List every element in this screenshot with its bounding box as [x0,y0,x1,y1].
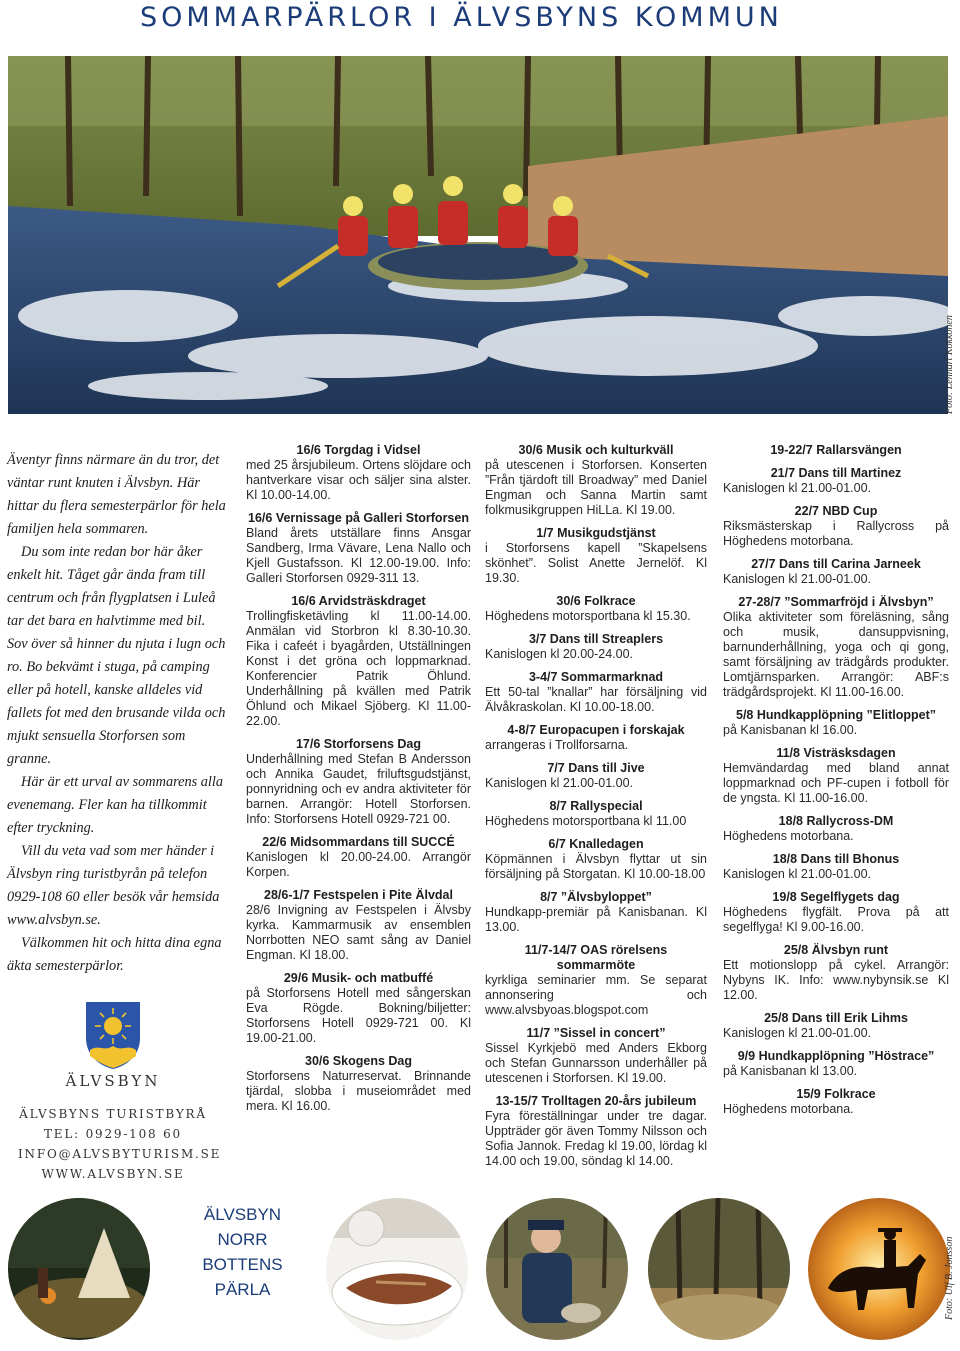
event-description: Kanislogen kl 20.00-24.00. Arrangör Korpen. [246,850,471,879]
events-column-2 [485,443,707,1177]
slogan [180,1202,305,1332]
event-item [485,594,707,624]
event-heading: 25/8 Dans till Erik Lihms [764,1011,908,1025]
event-item [485,443,707,518]
event-heading: 30/6 Folkrace [556,594,636,608]
tipi-photo-icon [8,1198,150,1340]
tourist-office-name: ÄLVSBYNS TURISTBYRÅ [19,1107,207,1121]
event-heading: 11/7-14/7 OAS rörelsens sommarmöte [524,943,668,972]
intro-paragraph: Välkommen hit och hitta dina egna äkta semesterpärlor. [7,935,222,974]
events-column-3 [723,443,949,1125]
slogan-line: ÄLVSBYN [203,1205,282,1224]
event-heading: 27/7 Dans till Carina Jarneek [751,557,921,571]
event-description: Riksmästerskap i Rallycross på Höghedens motorbana. [723,519,949,548]
intro-paragraph: Äventyr finns närmare än du tror, det väntar runt knuten i Älvsbyn. Här hittar du flera semesterpärlor för hela familjen hela sommaren. [7,452,226,537]
event-description: Fyra föreställningar under tre dagar. Uppträder gör även Tommy Nilsson och Sofia Jannok. Fredag kl 19.00, lördag kl 14.00 och 19.00, söndag kl 14.00. [485,1109,707,1168]
event-description: på Kanisbanan kl 13.00. [723,1064,858,1078]
event-item [723,595,949,700]
event-heading: 18/8 Rallycross-DM [778,814,894,828]
event-item [485,799,707,829]
event-item [723,1011,949,1041]
event-description: Storforsens Naturreservat. Brinnande tjärdal, slobba i museiområdet med mera. Kl 16.00. [246,1069,471,1113]
event-heading: 22/7 NBD Cup [794,504,878,518]
event-description: på Kanisbanan kl 16.00. [723,723,858,737]
event-heading: 18/8 Dans till Bhonus [772,852,900,866]
phone-number[interactable]: TEL: 0929-108 60 [44,1127,182,1141]
event-description: Kanislogen kl 20.00-24.00. [485,647,634,661]
event-item [723,943,949,1003]
event-description: på utescenen i Storforsen. Konserten ”Från tjärdoft till Broadway” med Daniel Engman och Sanna Martin samt folkmusikgruppen HiLLa. Kl 19.00. [485,458,707,517]
event-item [246,971,471,1046]
slogan-line: BOTTENS [202,1255,283,1274]
event-heading: 3/7 Dans till Streaplers [528,632,664,646]
event-description: Kanislogen kl 21.00-01.00. [723,481,872,495]
hero-photo-credit: Foto: Lennart Kokkonen [944,315,955,414]
event-heading: 13-15/7 Trolltagen 20-års jubileum [495,1094,697,1108]
event-item [723,504,949,549]
event-item [723,852,949,882]
event-heading: 16/6 Vernissage på Galleri Storforsen [248,511,469,525]
bottom-photo-credit: Foto: Ulf B. Jonsson [944,1236,955,1320]
intro-paragraph: Vill du veta vad som mer händer i Älvsbyn ring turistbyrån på telefon 0929-108 60 eller besök vår hemsida www.alvsbyn.se. [7,843,220,928]
event-description: Höghedens motorsportbana kl 15.30. [485,609,691,623]
event-heading: 27-28/7 ”Sommarfröjd i Älvsbyn” [738,595,934,609]
event-description: Hemvändardag med bland annat loppmarknad och PF-cupen i fotboll för de yngsta. Kl 11.00-16.00. [723,761,949,805]
event-item [485,526,707,586]
hero-photo [8,56,948,414]
event-description: kyrkliga seminarier mm. Se separat annonsering och www.alvsbyoas.blogspot.com [485,973,707,1017]
event-item [246,835,471,880]
event-description: Ett 50-tal ”knallar” har försäljning vid Älvåkraskolan. Kl 10.00-18.00. [485,685,707,714]
event-description: med 25 årsjubileum. Ortens slöjdare och hantverkare visar och säljer sina alster. Kl 10.00-14.00. [246,458,471,502]
event-heading: 19/8 Segelflygets dag [772,890,900,904]
forest-photo-icon [648,1198,790,1340]
event-heading: 6/7 Knalledagen [548,837,644,851]
event-heading: 30/6 Musik och kulturkväll [518,443,674,457]
event-item [723,466,949,496]
event-description: på Storforsens Hotell med sångerskan Eva Rögde. Bokning/biljetter: Storforsens Hotell 0929-721 00. Kl 19.00-21.00. [246,986,471,1045]
event-heading: 11/8 Visträsksdagen [776,746,896,760]
event-item [485,761,707,791]
events-column-1 [246,443,471,1122]
event-heading: 5/8 Hundkapplöpning ”Elitloppet” [736,708,936,722]
event-heading: 17/6 Storforsens Dag [295,737,422,751]
event-description: Underhållning med Stefan B Andersson och Annika Gaudet, friluftsgudstjänst, ponnyridning och ev andra aktiviteter för barnen. Arrangör: Hotell Storforsen. Info: Storforsens Hotell 0929-721 00. [246,752,471,826]
event-description: arrangeras i Trollforsarna. [485,738,629,752]
event-description: Kanislogen kl 21.00-01.00. [723,572,872,586]
event-item [246,443,471,503]
event-heading: 3-4/7 Sommarmarknad [528,670,664,684]
alvsbyn-crest-icon [84,1000,142,1070]
email-address[interactable]: INFO@ALVSBYTURISM.SE [18,1147,222,1161]
page-title: SOMMARPÄRLOR I ÄLVSBYNS KOMMUN [140,2,783,33]
event-heading: 8/7 ”Älvsbyloppet” [540,890,652,904]
event-description: Kanislogen kl 21.00-01.00. [723,867,872,881]
event-item [485,837,707,882]
event-description: Köpmännen i Älvsbyn flyttar ut sin försäljning på Storgatan. Kl 10.00-18.00 [485,852,707,881]
event-description: Höghedens motorbana. [723,829,854,843]
event-heading: 15/9 Folkrace [796,1087,876,1101]
event-heading: 1/7 Musikgudstjänst [536,526,656,540]
event-description: Bland årets utställare finns Ansgar Sandberg, Irma Vävare, Lena Nallo och Kjell Gustafsson. Kl 12.00-19.00. Info: Galleri Storforsen 0929-311 13. [246,526,471,585]
fisherman-photo-icon [486,1198,628,1340]
event-description: i Storforsens kapell ”Skapelsens skönhet”. Solist Anette Jernelöf. Kl 19.30. [485,541,707,585]
rafting-photo-icon [8,56,948,414]
event-item [246,511,471,586]
event-item [723,746,949,806]
event-description: Ett motionslopp på cykel. Arrangör: Nybyns IK. Info: www.nybynsik.se Kl 12.00. [723,958,949,1002]
event-item [723,890,949,935]
event-item [723,443,949,458]
event-heading: 16/6 Arvidsträskdraget [291,594,426,608]
event-item [723,814,949,844]
event-item [485,632,707,662]
contact-block [18,1104,222,1184]
website-link[interactable]: WWW.ALVSBYN.SE [41,1167,185,1181]
event-item [485,1026,707,1086]
event-item [246,737,471,827]
intro-text [7,449,229,978]
slogan-line: PÄRLA [214,1280,271,1299]
event-description: Olika aktiviteter som föreläsning, sång och musik, dansuppvisning, barnunderhållning, yoga och qi gong, samt försäljning av trädgårds produkter. Lomtjärnsparken. Arrangör: ABF:s trädgårdsprojekt. Kl 11.00-16.00. [723,610,949,699]
event-item [485,890,707,935]
event-description: Hundkapp-premiär på Kanisbanan. Kl 13.00. [485,905,707,934]
event-heading: 4-8/7 Europacupen i forskajak [507,723,685,737]
food-photo-icon [326,1198,468,1340]
event-item [723,708,949,738]
event-heading: 8/7 Rallyspecial [549,799,643,813]
event-description: 28/6 Invigning av Festspelen i Älvsby kyrka. Kammarmusik av ensemblen Norrbotten NEO samt sång av Daniel Engman. Kl 18.00. [246,903,471,962]
event-item [246,888,471,963]
horse-rider-photo-icon [808,1198,950,1340]
event-description: Trollingfisketävling kl 11.00-14.00. Anmälan vid Storbron kl 8.30-10.30. Fika i cafeét i byagården, Utställningen Konst i det gröna och loppmarknad. Konferencier Patrik Öhlund. Underhållning på kvällen med Patrik Öhlund och Mikael Sjöberg. Kl 11.00-22.00. [246,609,471,728]
bottom-photo-strip [8,1198,948,1343]
event-heading: 11/7 ”Sissel in concert” [526,1026,666,1040]
event-description: Sissel Kyrkjebö med Anders Ekborg och Stefan Gunnarsson underhåller på utescenen i Storforsen. Kl 19.00. [485,1041,707,1085]
event-item [246,1054,471,1114]
intro-paragraph: Du som inte redan bor här åker enkelt hit. Tåget går ända fram till centrum och från flygplatsen i Luleå tar det bara en halvtimme med bil. Sov över så hinner du njuta i lugn och ro. Bo bekvämt i stuga, på camping eller på hotell, kanske alldeles vid fallets fot med den brusande vilda och mjukt sensuella Storforsen som granne. [7,544,226,767]
brand-name: ÄLVSBYN [65,1072,161,1090]
event-heading: 22/6 Midsommardans till SUCCÉ [262,835,455,849]
event-item [485,723,707,753]
event-heading: 9/9 Hundkapplöpning ”Höstrace” [737,1049,935,1063]
event-item [723,1049,949,1079]
event-description: Kanislogen kl 21.00-01.00. [723,1026,872,1040]
event-description: Höghedens motorsportbana kl 11.00 [485,814,687,828]
event-item [723,1087,949,1117]
event-heading: 7/7 Dans till Jive [547,761,645,775]
event-item [485,670,707,715]
event-heading: 21/7 Dans till Martinez [770,466,902,480]
event-heading: 28/6-1/7 Festspelen i Pite Älvdal [264,888,453,902]
event-description: Kanislogen kl 21.00-01.00. [485,776,634,790]
event-heading: 30/6 Skogens Dag [305,1054,412,1068]
event-item [723,557,949,587]
event-item [246,594,471,729]
event-heading: 16/6 Torgdag i Vidsel [296,443,421,457]
event-description: Höghedens motorbana. [723,1102,854,1116]
event-item [485,1094,707,1169]
intro-paragraph: Här är ett urval av sommarens alla evenemang. Fler kan ha tillkommit efter tryckning. [7,774,223,836]
event-item [485,943,707,1018]
event-heading: 29/6 Musik- och matbuffé [283,971,434,985]
event-heading: 25/8 Älvsbyn runt [783,943,889,957]
slogan-line: NORR [217,1230,268,1249]
event-heading: 19-22/7 Rallarsvängen [770,443,902,457]
event-description: Höghedens flygfält. Prova på att segelflyga! Kl 9.00-16.00. [723,905,949,934]
